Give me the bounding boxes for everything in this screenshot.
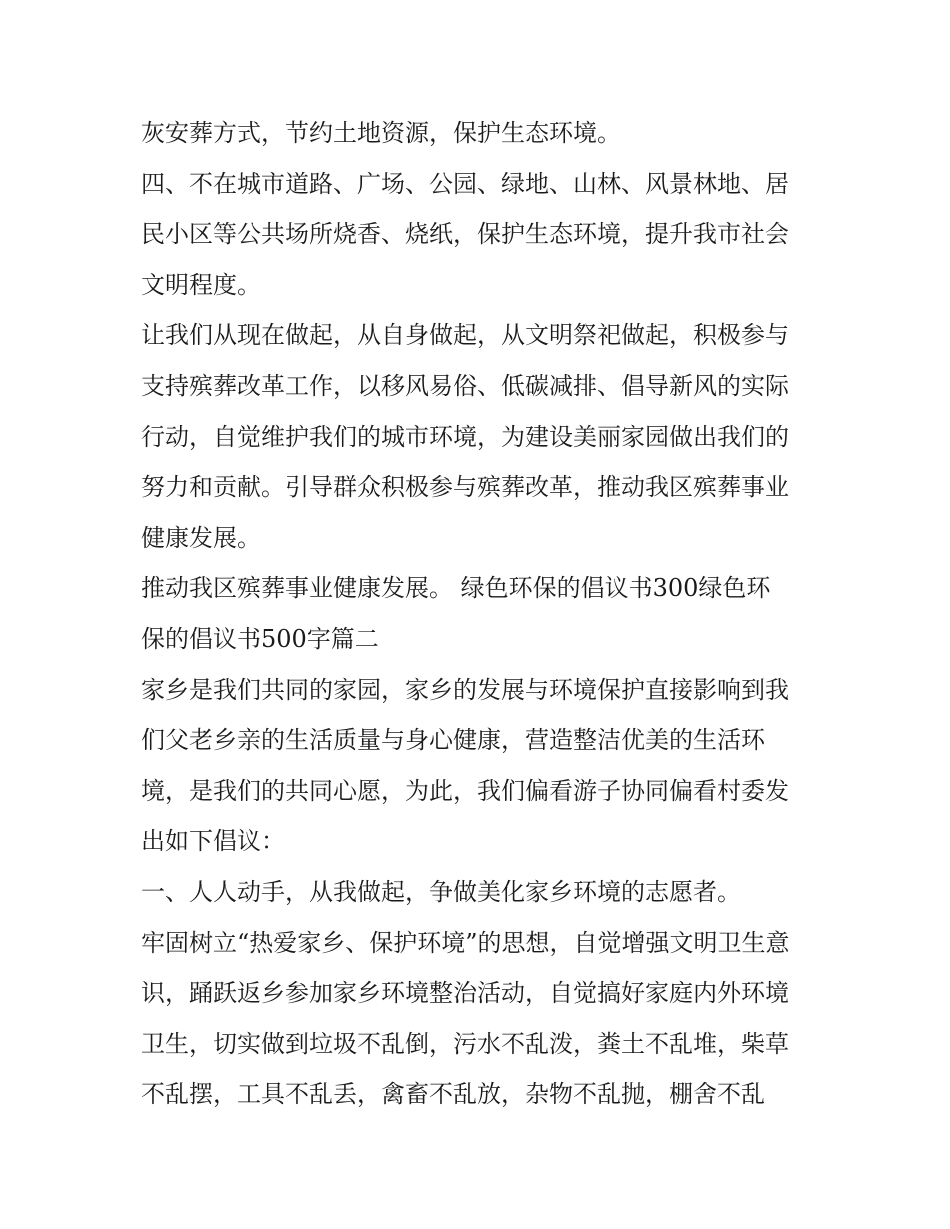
text-line: 灰安葬方式，节约土地资源，保护生态环境。 (141, 119, 621, 147)
text-line: 努力和贡献。引导群众积极参与殡葬改革，推动我区殡葬事业 (141, 473, 789, 502)
text-line: 不乱摆，工具不乱丢，禽畜不乱放，杂物不乱抛，棚舍不乱 (141, 1080, 765, 1109)
text-line: 一、人人动手，从我做起，争做美化家乡环境的志愿者。 (141, 877, 741, 906)
text-line: 民小区等公共场所烧香、烧纸，保护生态环境，提升我市社会 (141, 220, 789, 249)
text-line: 让我们从现在做起，从自身做起，从文明祭祀做起，积极参与 (141, 321, 789, 350)
text-line: 文明程度。 (141, 270, 261, 299)
text-line: 牢固树立“热爱家乡、保护环境”的思想，自觉增强文明卫生意 (141, 928, 790, 957)
text-line: 家乡是我们共同的家园，家乡的发展与环境保护直接影响到我 (141, 675, 789, 704)
text-line: 健康发展。 (141, 523, 261, 552)
text-line: 四、不在城市道路、广场、公园、绿地、山林、风景林地、居 (141, 169, 789, 198)
text-line: 保的倡议书500字篇二 (141, 624, 379, 653)
text-line: 支持殡葬改革工作，以移风易俗、低碳减排、倡导新风的实际 (141, 371, 789, 400)
body-text (141, 108, 821, 1120)
text-line: 出如下倡议： (141, 827, 285, 856)
text-line: 卫生，切实做到垃圾不乱倒，污水不乱泼，粪土不乱堆，柴草 (141, 1029, 789, 1058)
text-line: 推动我区殡葬事业健康发展。 绿色环保的倡议书300绿色环 (141, 574, 771, 603)
text-line: 境，是我们的共同心愿，为此，我们偏看游子协同偏看村委发 (141, 776, 789, 805)
text-line: 识，踊跃返乡参加家乡环境整治活动，自觉搞好家庭内外环境 (141, 979, 789, 1008)
text-line: 行动，自觉维护我们的城市环境，为建设美丽家园做出我们的 (141, 422, 789, 451)
text-line: 们父老乡亲的生活质量与身心健康，营造整洁优美的生活环 (141, 726, 765, 755)
